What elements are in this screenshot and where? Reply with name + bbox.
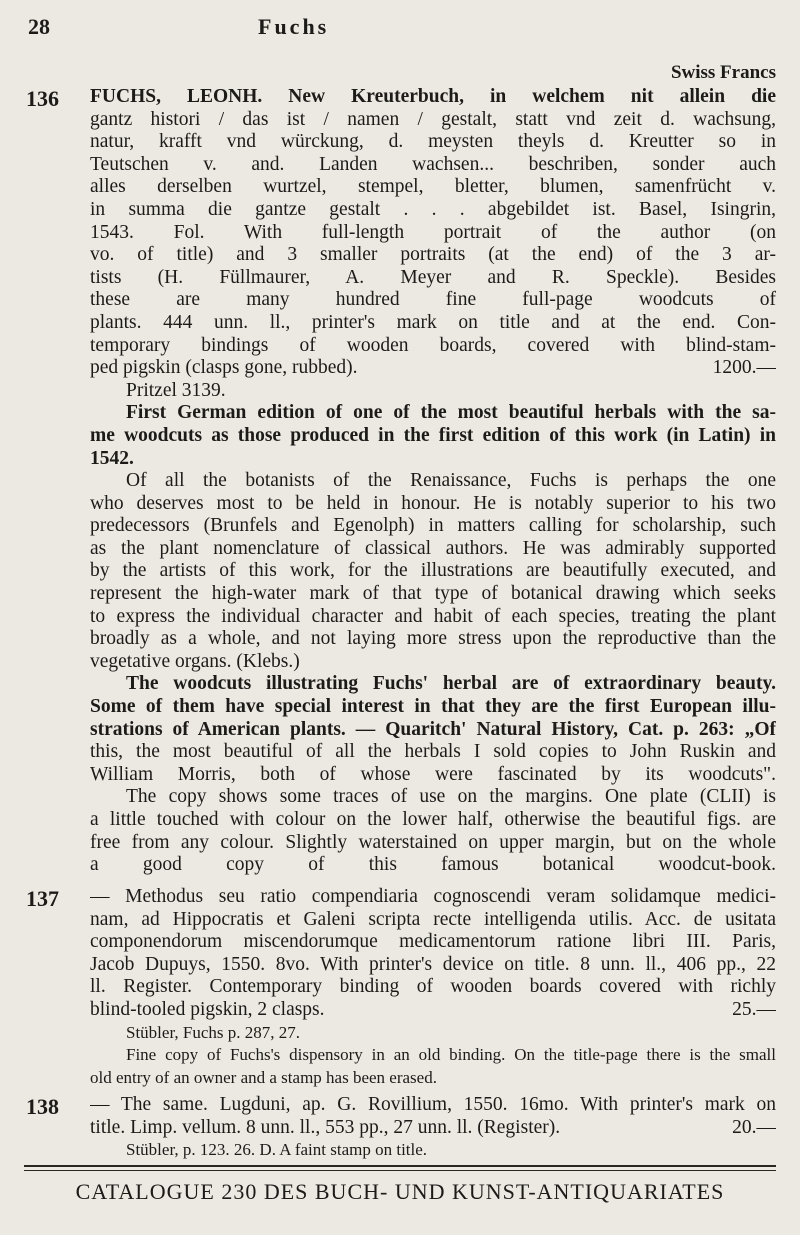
entry-number: 137 xyxy=(26,886,59,911)
entry-line: plants. 444 unn. ll., printer's mark on title and at the end. Con- xyxy=(90,311,776,333)
footer-text: CATALOGUE 230 DES BUCH- UND KUNST-ANTIQUARIATES xyxy=(75,1179,725,1204)
entry-line: alles derselben wurtzel, stempel, bletter, blumen, samenfrücht v. xyxy=(90,176,776,198)
running-title: Fuchs xyxy=(258,14,330,39)
entry-line: — Methodus seu ratio compendiaria cognoscendi veram solidamque medici- xyxy=(90,886,776,907)
entry-line: Of all the botanists of the Renaissance, Fuchs is perhaps the one xyxy=(126,470,776,492)
entry-line: Jacob Dupuys, 1550. 8vo. With printer's device on title. 8 unn. ll., 406 pp., 22 xyxy=(90,953,776,975)
entry-line: Some of them have special interest in that they are the first European illu- xyxy=(90,696,776,718)
entry-line: vo. of title) and 3 smaller portraits (at the end) of the 3 ar- xyxy=(90,244,776,266)
entry-line: The woodcuts illustrating Fuchs' herbal are of extraordinary beauty. xyxy=(126,673,776,695)
entry-line-with-price xyxy=(90,357,776,380)
entry-line: these are many hundred fine full-page woodcuts of xyxy=(90,289,776,311)
page-header xyxy=(0,14,800,54)
entry-line: William Morris, both of whose were fascinated by its woodcuts". xyxy=(90,763,776,785)
price: 1200.— xyxy=(712,357,776,379)
entry-line: Fine copy of Fuchs's dispensory in an old binding. On the title-page there is the small xyxy=(126,1045,776,1065)
entry-line: The copy shows some traces of use on the margins. One plate (CLII) is xyxy=(126,786,776,808)
entry-line: in summa die gantze gestalt . . . abgebildet ist. Basel, Isingrin, xyxy=(90,198,776,220)
reference: Stübler, Fuchs p. 287, 27. xyxy=(126,1022,301,1042)
entry-line-with-price xyxy=(90,999,776,1022)
entry-line: 1542. xyxy=(90,447,134,469)
entry-line: componendorum miscendorumque medicamentorum ratione libri III. Paris, xyxy=(90,931,776,953)
entry-line: me woodcuts as those produced in the first edition of this work (in Latin) in xyxy=(90,424,776,446)
entry-line: strations of American plants. — Quaritch' Natural History, Cat. p. 263: „Of xyxy=(90,718,776,740)
entry-line: represent the high-water mark of that type of botanical drawing which seeks xyxy=(90,583,776,605)
entry-line: to express the individual character and habit of each species, treating the plant xyxy=(90,605,776,627)
entry-line: natur, krafft vnd würckung, d. meysten theyls d. Kreutter so in xyxy=(90,131,776,153)
entry-line: First German edition of one of the most beautiful herbals with the sa- xyxy=(126,402,776,424)
entry-line: as the plant nomenclature of classical authors. He was admirably supported xyxy=(90,537,776,559)
entry-line: title. Limp. vellum. 8 unn. ll., 553 pp., 27 unn. ll. (Register). xyxy=(90,1116,561,1138)
entry-line: ped pigskin (clasps gone, rubbed). xyxy=(90,357,358,379)
entry-line: 1543. Fol. With full-length portrait of the author (on xyxy=(90,221,776,243)
entry-line: by the artists of this work, for the illustrations are beautifully executed, and xyxy=(90,560,776,582)
footer-rule xyxy=(24,1165,776,1167)
footer-rule-thin xyxy=(24,1170,776,1171)
entry-line: who deserves most to be held in honour. He is notably superior to his two xyxy=(90,492,776,514)
entry-line: old entry of an owner and a stamp has been erased. xyxy=(90,1067,437,1087)
price: 20.— xyxy=(732,1116,776,1138)
entry-line: nam, ad Hippocratis et Galeni scripta recte intelligenda utilis. Acc. de usitata xyxy=(90,908,776,930)
entry-line: a little touched with colour on the lower half, otherwise the beautiful figs. are xyxy=(90,809,776,830)
entry-line: FUCHS, LEONH. New Kreuterbuch, in welchem nit allein die xyxy=(90,86,776,107)
page-number: 28 xyxy=(28,14,50,39)
reference: Pritzel 3139. xyxy=(126,379,226,401)
price: 25.— xyxy=(732,998,776,1020)
entry-line: broadly as a whole, and not laying more stress upon the reproductive than the xyxy=(90,628,776,650)
entry-line: a good copy of this famous botanical woodcut-book. xyxy=(90,854,776,876)
entry-text xyxy=(90,886,776,1089)
entry-text xyxy=(90,1094,776,1162)
entry-line: vegetative organs. (Klebs.) xyxy=(90,650,300,672)
entry-line: tists (H. Füllmaurer, A. Meyer and R. Speckle). Besides xyxy=(90,266,776,288)
entry-line: — The same. Lugduni, ap. G. Rovillium, 1550. 16mo. With printer's mark on xyxy=(90,1094,776,1115)
entry-line: Teutschen v. and. Landen wachsen... beschriben, sonder auch xyxy=(90,153,776,175)
entry-number: 136 xyxy=(26,86,59,111)
entry-text xyxy=(90,86,776,877)
entry-line-with-price xyxy=(90,1117,776,1140)
entry-number: 138 xyxy=(26,1094,59,1119)
entry-line: predecessors (Brunfels and Egenolph) in matters calling for scholarship, such xyxy=(90,515,776,537)
entry-line: this, the most beautiful of all the herbals I sold copies to John Ruskin and xyxy=(90,741,776,763)
currency-label: Swiss Francs xyxy=(670,62,776,83)
entry-line: gantz histori / das ist / namen / gestalt, statt vnd zeit d. wachsung, xyxy=(90,108,776,130)
entry-line: temporary bindings of wooden boards, covered with blind-stam- xyxy=(90,334,776,356)
entry-line: free from any colour. Slightly waterstained on upper margin, but on the whole xyxy=(90,831,776,853)
reference: Stübler, p. 123. 26. D. A faint stamp on title. xyxy=(126,1140,428,1160)
entry-line: blind-tooled pigskin, 2 clasps. xyxy=(90,998,325,1020)
entry-line: ll. Register. Contemporary binding of wooden boards covered with richly xyxy=(90,976,776,998)
